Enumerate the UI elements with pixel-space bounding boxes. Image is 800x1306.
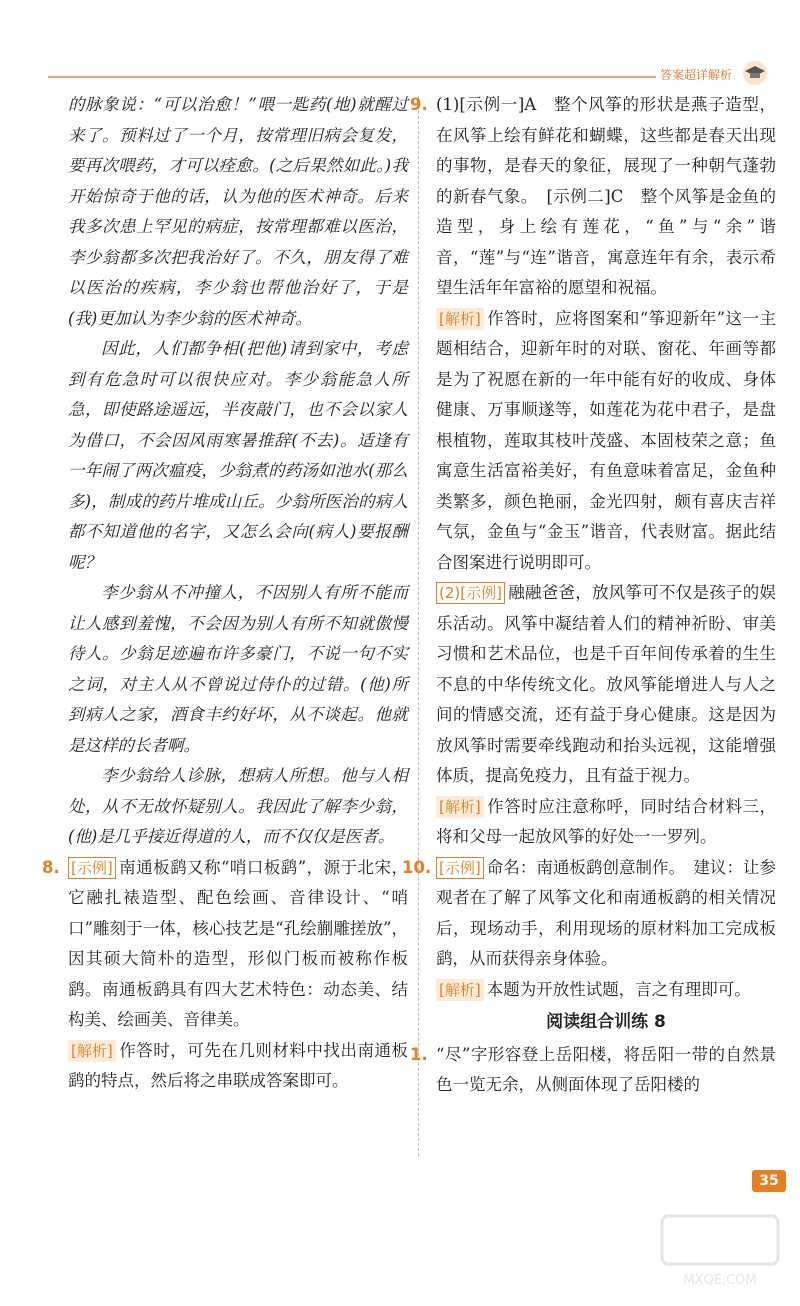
left-column bbox=[42, 90, 408, 1097]
analysis-tag: [解析] bbox=[68, 1040, 116, 1062]
analysis-tag: [解析] bbox=[436, 979, 484, 1001]
question-number: 1. bbox=[410, 1044, 428, 1064]
answer-paragraph-4: 李少翁给人诊脉，想病人所想。他与人相处，从不无故怀疑别人。我因此了解李少翁，(他)是几乎接近得道的人，而不仅仅是医者。 bbox=[68, 766, 408, 846]
header-rule bbox=[48, 76, 656, 78]
analysis-text: 作答时应注意称呼，同时结合材料三，将和父母一起放风筝的好处一一罗列。 bbox=[436, 796, 776, 846]
example-tag: [示例] bbox=[68, 857, 116, 879]
question-number: 9. bbox=[410, 95, 428, 114]
question-8 bbox=[42, 853, 408, 1097]
analysis-text: 本题为开放性试题，言之有理即可。 bbox=[486, 979, 751, 999]
section-title: 阅读组合训练 8 bbox=[546, 1012, 666, 1032]
header-label: 答案超详解析 bbox=[660, 68, 733, 82]
column-divider bbox=[418, 96, 419, 1156]
svg-text:MXQE.COM: MXQE.COM bbox=[683, 1273, 757, 1288]
question-9 bbox=[410, 90, 776, 853]
answer-text: 融融爸爸，放风筝可不仅是孩子的娱乐活动。风筝中凝结着人们的精神祈盼、审美习惯和艺术品位，也是千百年间传承着的生生不息的中华传统文化。放风筝能增进人与人之间的情感交流，还有益于身心健康。这是因为放风筝时需要牵线跑动和抬头远视，这能增强体质，提高免疫力，且有益于视力。 bbox=[436, 583, 776, 785]
watermark-logo bbox=[660, 1210, 780, 1290]
question-1 bbox=[410, 1040, 776, 1101]
analysis-tag: [解析] bbox=[436, 308, 484, 330]
question-number: 8. bbox=[42, 857, 60, 877]
example-tag: (2)[示例] bbox=[436, 582, 505, 604]
question-10 bbox=[402, 853, 776, 1006]
answer-text: 命名：南通板鹞创意制作。 建议：让参观者在了解了风筝文化和南通板鹞的相关情况后，现场动手，利用现场的原材料加工完成板鹞，从而获得亲身体验。 bbox=[436, 857, 776, 968]
analysis-tag: [解析] bbox=[436, 796, 484, 818]
answer-paragraph-1: 的脉象说：“可以治愈！”喂一匙药(地)就醒过来了。预料过了一个月，按常理旧病会复发，要再次喂药，才可以痊愈。(之后果然如此。)我开始惊奇于他的话，认为他的医术神奇。后来我多次患上罕见的病症，按常理都难以医治，李少翁都多次把我治好了。不久，朋友得了难以医治的疾病，李少翁也帮他治好了，于是(我)更加认为李少翁的医术神奇。 bbox=[68, 95, 408, 328]
analysis-text: 作答时，应将图案和“筝迎新年”这一主题相结合，迎新年时的对联、窗花、年画等都是为了祝愿在新的一年中能有好的收成、身体健康、万事顺遂等，如莲花为花中君子，是盘根植物，莲取其枝叶茂盛、本固枝荣之意；鱼寓意生活富裕美好，有鱼意味着富足，金鱼种类繁多，颜色艳丽，金光四射，颇有喜庆吉祥气氛，金鱼与“金玉”谐音，代表财富。据此结合图案进行说明即可。 bbox=[436, 308, 776, 572]
answer-text: (1)[示例一]A 整个风筝的形状是燕子造型，在风筝上绘有鲜花和蝴蝶，这些都是春天出现的事物，是春天的象征，展现了一种朝气蓬勃的新春气象。 [示例二]C 整个风筝是金鱼的造型，身上绘有莲花，“鱼”与“余”谐音，“莲”与“连”谐音，寓意连年有余，表示希望生活年年富裕的愿望和祝福。 bbox=[436, 95, 776, 297]
analysis-text: 作答时，可先在几则材料中找出南通板鹞的特点，然后将之串联成答案即可。 bbox=[68, 1040, 408, 1090]
graduation-cap-icon bbox=[742, 60, 768, 86]
page-number: 35 bbox=[752, 1170, 786, 1192]
answer-paragraph-3: 李少翁从不冲撞人，不因别人有所不能而让人感到羞愧，不会因为别人有所不知就傲慢待人。少翁足迹遍布许多豪门，不说一句不实之词，对主人从不曾说过侍仆的过错。(他)所到病人之家，酒食丰约好坏，从不谈起。他就是这样的长者啊。 bbox=[68, 583, 408, 755]
answer-text: “尽”字形容登上岳阳楼，将岳阳一带的自然景色一览无余，从侧面体现了岳阳楼的 bbox=[436, 1044, 776, 1094]
example-tag: [示例] bbox=[436, 857, 484, 879]
question-number: 10. bbox=[402, 857, 432, 877]
answer-paragraph-2: 因此，人们都争相(把他)请到家中，考虑到有危急时可以很快应对。李少翁能急人所急，即使路途遥远，半夜敲门，也不会以家人为借口，不会因风雨寒暑推辞(不去)。适逢有一年闹了两次瘟疫，少翁煮的药汤如池水(那么多)，制成的药片堆成山丘。少翁所医治的病人都不知道他的名字，又怎么会向(病人)要报酬呢？ bbox=[68, 339, 408, 572]
right-column bbox=[402, 90, 776, 1101]
answer-text: 南通板鹞又称“哨口板鹞”，源于北宋，它融扎裱造型、配色绘画、音律设计、“哨口”雕刻于一体，核心技艺是“孔绘蒯雕搓放”，因其硕大简朴的造型，形似门板而被称作板鹞。南通板鹞具有四大艺术特色：动态美、结构美、绘画美、音律美。 bbox=[68, 857, 408, 1029]
